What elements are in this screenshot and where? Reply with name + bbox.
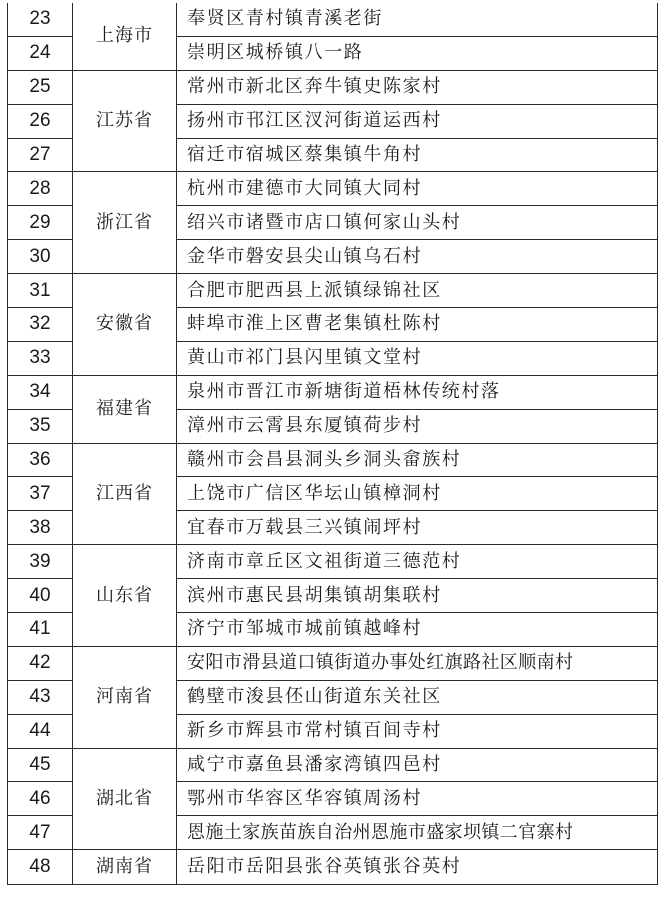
village-address: 咸宁市嘉鱼县潘家湾镇四邑村 [177, 748, 658, 782]
row-number: 31 [8, 274, 73, 308]
village-address: 崇明区城桥镇八一路 [177, 36, 658, 70]
village-address: 奉贤区青村镇青溪老街 [177, 3, 658, 36]
village-address: 漳州市云霄县东厦镇荷步村 [177, 409, 658, 443]
village-address: 绍兴市诸暨市店口镇何家山头村 [177, 206, 658, 240]
row-number: 48 [8, 850, 73, 885]
province-cell: 上海市 [73, 3, 177, 70]
row-number: 32 [8, 308, 73, 342]
table-row [8, 443, 658, 477]
row-number: 34 [8, 375, 73, 409]
row-number: 37 [8, 477, 73, 511]
village-address: 常州市新北区奔牛镇史陈家村 [177, 70, 658, 104]
row-number: 44 [8, 714, 73, 748]
table-row [8, 274, 658, 308]
row-number: 41 [8, 613, 73, 647]
province-cell: 山东省 [73, 545, 177, 647]
table-row [8, 545, 658, 579]
row-number: 26 [8, 104, 73, 138]
province-cell: 河南省 [73, 646, 177, 748]
row-number: 39 [8, 545, 73, 579]
row-number: 35 [8, 409, 73, 443]
row-number: 36 [8, 443, 73, 477]
table-row [8, 172, 658, 206]
row-number: 30 [8, 240, 73, 274]
village-address: 济南市章丘区文祖街道三德范村 [177, 545, 658, 579]
row-number: 46 [8, 782, 73, 816]
village-address: 新乡市辉县市常村镇百间寺村 [177, 714, 658, 748]
village-address: 杭州市建德市大同镇大同村 [177, 172, 658, 206]
row-number: 43 [8, 680, 73, 714]
table-row [8, 748, 658, 782]
row-number: 29 [8, 206, 73, 240]
row-number: 40 [8, 579, 73, 613]
province-cell: 安徽省 [73, 274, 177, 376]
village-address: 合肥市肥西县上派镇绿锦社区 [177, 274, 658, 308]
table-row [8, 850, 658, 885]
village-address: 宜春市万载县三兴镇闹坪村 [177, 511, 658, 545]
table-row [8, 3, 658, 36]
row-number: 42 [8, 646, 73, 680]
village-address: 滨州市惠民县胡集镇胡集联村 [177, 579, 658, 613]
row-number: 25 [8, 70, 73, 104]
row-number: 28 [8, 172, 73, 206]
village-address: 鹤壁市浚县伾山街道东关社区 [177, 680, 658, 714]
village-address: 泉州市晋江市新塘街道梧林传统村落 [177, 375, 658, 409]
village-address: 黄山市祁门县闪里镇文堂村 [177, 341, 658, 375]
row-number: 23 [8, 3, 73, 36]
village-address: 扬州市邗江区汊河街道运西村 [177, 104, 658, 138]
row-number: 38 [8, 511, 73, 545]
province-cell: 湖北省 [73, 748, 177, 850]
row-number: 45 [8, 748, 73, 782]
table-row [8, 375, 658, 409]
village-address: 上饶市广信区华坛山镇樟洞村 [177, 477, 658, 511]
table-row [8, 70, 658, 104]
village-address: 蚌埠市淮上区曹老集镇杜陈村 [177, 308, 658, 342]
village-address: 宿迁市宿城区蔡集镇牛角村 [177, 138, 658, 172]
table-row [8, 646, 658, 680]
village-table [7, 3, 658, 885]
row-number: 33 [8, 341, 73, 375]
row-number: 27 [8, 138, 73, 172]
province-cell: 湖南省 [73, 850, 177, 885]
village-address: 济宁市邹城市城前镇越峰村 [177, 613, 658, 647]
village-address: 金华市磐安县尖山镇乌石村 [177, 240, 658, 274]
village-address: 鄂州市华容区华容镇周汤村 [177, 782, 658, 816]
village-address: 岳阳市岳阳县张谷英镇张谷英村 [177, 850, 658, 885]
row-number: 47 [8, 816, 73, 850]
province-cell: 福建省 [73, 375, 177, 443]
province-cell: 江苏省 [73, 70, 177, 172]
row-number: 24 [8, 36, 73, 70]
village-address: 赣州市会昌县洞头乡洞头畲族村 [177, 443, 658, 477]
province-cell: 浙江省 [73, 172, 177, 274]
village-address: 恩施土家族苗族自治州恩施市盛家坝镇二官寨村 [177, 816, 658, 850]
village-list-table [7, 3, 657, 885]
table-body [8, 3, 658, 885]
village-address: 安阳市滑县道口镇街道办事处红旗路社区顺南村 [177, 646, 658, 680]
province-cell: 江西省 [73, 443, 177, 545]
